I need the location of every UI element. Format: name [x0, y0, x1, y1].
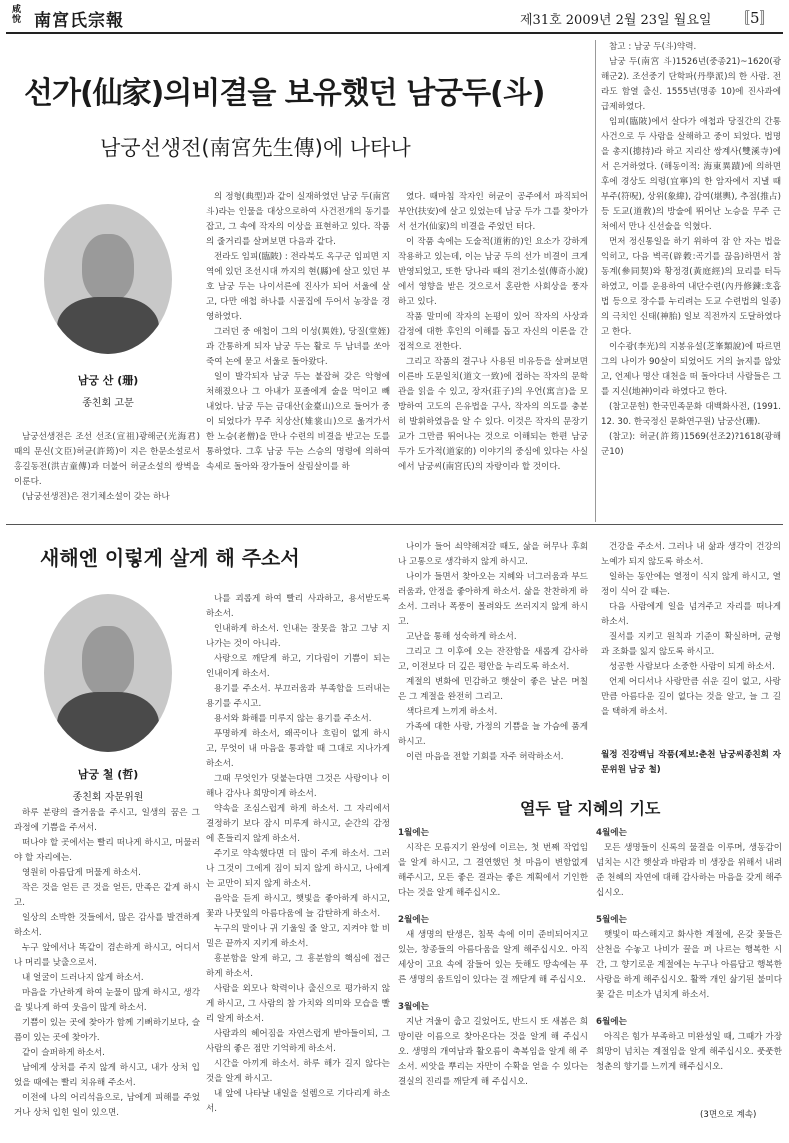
section-divider: [6, 524, 783, 525]
box-title: 열두 달 지혜의 기도: [520, 799, 661, 818]
month-heading: 6월에는: [596, 1017, 627, 1027]
paragraph: 누구 앞에서나 똑같이 겸손하게 하시고, 어디서나 머리를 낮출으로서.: [14, 943, 200, 968]
paragraph: 질서를 지키고 원칙과 기준이 확실하며, 균형과 조화를 잃지 않도록 하시고.: [601, 632, 781, 657]
article2-source: 월정 진강백님 작품(제보:춘천 남궁씨종친회 자문위원 남궁 철): [601, 750, 781, 775]
paragraph: 언제 어디서나 사랑만큼 쉬운 길이 없고, 사랑만큼 아름다운 길이 없다는 것을 알고, 늘 그 길을 택하게 하소서.: [601, 677, 781, 717]
author1-name: 남궁 산 (珊): [77, 374, 139, 387]
paragraph: 그리고 작품의 결구나 사용된 비유등을 살펴보면 이른바 도문일치(道文一致)에 접하는 작자의 문학관을 읽을 수 있고, 장자(莊子)의 우언(寓言)을 모방하여 고도의 은유법을 구사, 작자의 의도를 충분히 발휘하였음을 알 수 있다. 이것은 작자의 문장기교가 그만큼 뛰어나는 것으로 이해되는 한편 남궁 두가 도가적(道家的) 이야기의 중심에 있다는 사실에서 남궁씨(南宮氏)의 자랑이라 할 것이다.: [398, 357, 588, 472]
paragraph: 음악을 듣게 하시고, 햇빛을 좋아하게 하시고, 꽃과 나뭇잎의 아름다움에 늘 감탄하게 하소서.: [206, 894, 390, 919]
paragraph: 나이가 들어 쇠약해져갈 때도, 삶을 허무나 후회나 고통으로 생각하지 않게 하시고.: [398, 542, 588, 567]
paragraph: 작은 것을 얻든 큰 것을 얻든, 만족은 같게 하시고.: [14, 883, 200, 908]
paragraph: 같이 슬퍼하게 하소서.: [22, 1048, 105, 1058]
article1-headline: 선가(仙家)의비결을 보유했던 남궁두(斗): [24, 76, 545, 111]
paragraph: 하루 분량의 즐거움을 주시고, 일생의 꿈은 그 과정에 기쁨을 주셔서.: [14, 808, 200, 833]
month-text: 아직은 힘가 부족하고 미완성일 때, 그때가 가장 희망이 넘치는 계절임을 알게 해주십시오. 풋풋한 청춘의 향기를 느끼게 해주십시오.: [596, 1032, 782, 1072]
paragraph: 나를 괴롭게 하여 빨리 사과하고, 용서받도록 하소서.: [206, 594, 390, 619]
masthead-title: 南宮氏宗報: [34, 11, 124, 31]
paragraph: 가족에 대한 사랑, 가정의 기쁨을 늘 가슴에 품게 하시고.: [398, 722, 588, 747]
paragraph: 먼저 정신통일을 하기 위하여 잠 안 자는 법을 익히고, 다음 벽곡(辟穀:곡기를 끊음)하면서 참동계(參同契)와 황정경(黃庭經)의 묘리를 터득하였고, 이를 운용하여 내단수련(內丹修鍊:호흡법 등으로 장수를 누리려는 도교 수련법의 일종)의 극치인 신태(神胎) 일보 직전까지 도달하였다고 한다.: [601, 237, 781, 337]
month-text: 햇빛이 따스해지고 화사한 계절에, 온갖 꽃들은 산천을 수놓고 나비가 꿀을 펴 나르는 행복한 시간, 그 향기로운 계절에는 누구나 아름답고 행복한 사랑을 하게 해주십시오. 활짝 개인 삶기된 불미다 꽃 같은 미소가 넘치게 하소서.: [596, 930, 782, 1000]
paragraph: (참고문헌) 한국민족문화 대백화사전, (1991. 12. 30. 한국정신 문화연구원) 남궁산(珊).: [601, 402, 781, 427]
author-photo-2: [44, 594, 172, 752]
column-divider: [595, 40, 596, 522]
article1-column-3: [398, 190, 588, 520]
paragraph: 색다르게 느끼게 하소서.: [406, 707, 498, 717]
month-heading: 5월에는: [596, 915, 627, 925]
article1-column-4: [601, 40, 781, 520]
paragraph: 영원히 아름답게 머물게 하소서.: [22, 868, 141, 878]
paragraph: 참고 : 남궁 두(斗)약력.: [609, 42, 697, 52]
paragraph: 푸명하게 하소서, 왜곡이나 흐림이 없게 하시고, 무엇이 내 마음을 통과할 때 그대로 지나가게 하소서.: [206, 729, 390, 769]
paragraph: 남궁선생전은 조선 선조(宣祖)광해군(光海君)때의 문신(文臣)허균(許筠)이 지은 한문소설로서 홍길동전(洪吉童傳)과 더불어 허균소설의 쌍벽을 이룬다.: [14, 432, 200, 487]
page-number: 〚5〛: [735, 9, 775, 27]
author2-name: 남궁 철 (哲): [77, 768, 139, 781]
month-heading: 1월에는: [398, 828, 429, 838]
paragraph: 임피(臨陂)에서 살다가 애첩과 당질간의 간통 사건으로 두 사람을 살해하고 중이 되었다. 법명을 총지(摠持)라 하고 지리산 쌍계사(雙溪寺)에서 은거하였다. (해동이적: 海東異蹟)에 의하면 후에 경상도 의령(宜寧)의 한 암자에서 지낼 때 부주(符呪), 상위(象緯), 감여(堪輿), 추점(推占)등 도교(道敎)의 방술에 뛰어난 노승을 무주 근처에서 만나 신선술을 익혔다.: [601, 117, 781, 232]
paragraph: 사랑으로 깨닫게 하고, 기다림이 기쁨이 되는 인내이게 하소서.: [206, 654, 390, 679]
month-heading: 2월에는: [398, 915, 429, 925]
paragraph: 계절의 변화에 민감하고 햇살이 좋은 날은 며칠은 그 계절을 완전히 그리고.: [398, 677, 588, 702]
paragraph: 내 얼굴이 드러나지 않게 하소서.: [22, 973, 144, 983]
paragraph: 내 앞에 나타날 내일을 설렘으로 기다리게 하소서.: [206, 1089, 390, 1114]
paragraph: 건강을 주소서. 그러나 내 삶과 생각이 건강의 노예가 되지 않도록 하소서.: [601, 542, 781, 567]
article2-column-4: [601, 540, 781, 780]
paragraph: 다음 사람에게 일을 넘겨주고 자리를 떠나게 하소서.: [601, 602, 781, 627]
masthead-small-label: 咸悅: [12, 5, 22, 25]
box-column-left: [398, 826, 588, 1126]
paragraph: (남궁선생전)은 전기체소설이 갖는 하나: [22, 492, 170, 502]
paragraph: 누구의 말이나 귀 기울일 줄 알고, 지켜야 할 비밀은 끝까지 지키게 하소서.: [206, 924, 390, 949]
paragraph: 그러던 중 애첩이 그의 이성(異姓), 당질(堂姪)과 간통하게 되자 남궁 두는 활로 두 남녀를 쏘아죽여 논에 묻고 서울로 돌아왔다.: [206, 327, 390, 367]
author-photo-1: [44, 204, 172, 354]
paragraph: 사람과의 헤어짐을 자연스럽게 받아들이되, 그 사람의 좋은 점만 기억하게 하소서.: [206, 1029, 390, 1054]
article1-column-1: [14, 430, 200, 520]
article2-column-3: [398, 540, 588, 780]
article2-column-2: [206, 592, 390, 1136]
paragraph: 이전에 나의 어리석음으로, 남에게 피해를 주었거나 상처 입힌 일이 있으면.: [14, 1093, 200, 1118]
paragraph: 사람을 외모나 학력이나 출신으로 평가하지 않게 하시고, 그 사람의 참 가치와 의미와 모습을 빨리 알게 하소서.: [206, 984, 390, 1024]
paragraph: 였다. 때마침 작자인 허균이 공주에서 파직되어 부안(扶安)에 살고 있었는데 남궁 두가 그를 찾아가서 선가(仙家)의 비결을 주었던 터다.: [398, 192, 588, 232]
paragraph: 떠나야 할 곳에서는 빨리 떠나게 하시고, 머물러야 할 자리에는.: [14, 838, 200, 863]
paragraph: 그리고 그 이후에 오는 잔잔함을 새롭게 감사하고, 이전보다 더 깊은 평안을 누리도록 하소서.: [398, 647, 588, 672]
paragraph: 그때 무엇인가 덧붙는다면 그것은 사랑이나 이해나 감사나 희망이게 하소서.: [206, 774, 390, 799]
paragraph: 마음을 가난하게 하여 눈물이 많게 하시고, 생각을 빛나게 하여 웃음이 많게 하소서.: [14, 988, 200, 1013]
paragraph: 인내하게 하소서. 인내는 잘못을 참고 그냥 지나가는 것이 아니라.: [206, 624, 390, 649]
article1-subhead: 남궁선생전(南宮先生傳)에 나타나: [100, 136, 411, 160]
author2-role: 종친회 자문위원: [72, 792, 144, 803]
paragraph: 일상의 소박한 것들에서, 많은 감사를 발견하게 하소서.: [14, 913, 200, 938]
paragraph: 일이 발각되자 남궁 두는 붙잡혀 갖은 악형에 처해졌으나 그 아내가 포졸에게 술을 먹이고 빼 내었다. 남궁 두는 금대산(金臺山)으로 들어가 중이 되었다가 무주 치상산(雉裳山)으로 옮겨가서 한 노승(老僧)을 만나 수련의 비결을 받고는 도를 통하였다. 그후 남궁 두는 스승의 명령에 의하여 속세로 돌아와 장가들어 살림살이를 하: [206, 372, 390, 472]
paragraph: 이 작품 속에는 도술적(道術的)인 요소가 강하게 작용하고 있는데, 이는 남궁 두의 선가 비결이 크게 반영되었고, 또한 당나라 때의 전기소설(傳奇小說)에서 영향을 받은 것으로서 혼란한 사회상을 풍자하고 있다.: [398, 237, 588, 307]
month-heading: 4월에는: [596, 828, 627, 838]
month-text: 지난 겨울이 춥고 길었어도, 반드시 또 새봄은 희망이란 이름으로 찾아온다는 것을 알게 해 주십시오. 생명의 개여남과 활오름이 축복임을 알게 해 주소서. 씨앗을 뿌리는 자만이 수확을 얻을 수 있다는 결실의 진리를 깨닫게 해 주십시오.: [398, 1017, 588, 1087]
paragraph: 기쁨이 있는 곳에 찾아가 함께 기뻐하기보다, 슬픔이 있는 곳에 찾아가.: [14, 1018, 200, 1043]
paragraph: 의 정형(典型)과 같이 실재하였던 남궁 두(南宮 斗)라는 인물을 대상으로하여 사건전개의 동기를 잡고, 그 속에 작자의 이상을 표현하고 있다. 작품의 줄거리를 살펴보면 다음과 같다.: [206, 192, 390, 247]
paragraph: 용기를 주소서. 부끄러움과 부족함을 드러내는 용기를 주시고.: [206, 684, 390, 709]
paragraph: 약속을 조심스럽게 하게 하소서. 그 자리에서 결정하기 보다 잠시 미루게 하시고, 순간의 감정에 흔들리지 않게 하소서.: [206, 804, 390, 844]
article2-column-1: [14, 806, 200, 1136]
paragraph: 이수광(李光)의 지봉유설(芝峯類說)에 따르면 그의 나이가 90살이 되었어도 거의 늙지를 않았고, 언제나 명산 대천을 떠 돌아다녀 사람들은 그를 지신(地神)이라 하였다고 한다.: [601, 342, 781, 397]
paragraph: 나이가 들면서 찾아오는 지혜와 너그러움과 부드러움과, 안정을 좋아하게 하소서. 삶을 찬찬하게 하소서. 그러나 폭풍이 몰려와도 쓰러지지 않게 하시고.: [398, 572, 588, 627]
paragraph: 시간을 아끼게 하소서. 하루 해가 길지 않다는 것을 알게 하시고.: [206, 1059, 390, 1084]
paragraph: 남궁 두(南宮 斗)1526년(중종21)~1620(광해군2). 조선중기 단학파(丹學派)의 한 사람. 전라도 함열 출신. 1555년(명종 10)에 진사과에 급제하였다.: [601, 57, 781, 112]
issue-date: 제31호 2009년 2월 23일 월요일: [520, 13, 712, 28]
article2-title: 새해엔 이렇게 살게 해 주소서: [40, 546, 300, 570]
author1-role: 종친회 고문: [82, 398, 134, 409]
paragraph: 전라도 임피(臨陂) : 전라북도 옥구군 임피면 지역에 있던 조선시대 까지의 현(縣)에 살고 있던 부호 남궁 두는 나이서른에 진사가 되어 서울에 살고, 다만 애첩 하나를 시골집에 두어서 농장을 경영하였다.: [206, 252, 390, 322]
article1-column-2: [206, 190, 390, 520]
month-text: 시작은 모름지기 완성에 이르는, 첫 번째 작업임을 알게 하시고, 그 결연했던 첫 마음이 변함없게 해주시고, 모든 좋은 결과는 좋은 계획에서 기인한다는 것을 알게 해주십시오.: [398, 843, 588, 898]
month-text: 모든 생명들이 신록의 물결을 이루며, 생동감이 넘치는 시간 햇살과 바람과 비 생장을 위해서 내려준 천혜의 자연에 대해 감사하는 마음을 갖게 해주십시오.: [596, 843, 782, 898]
paragraph: 용서와 화해를 미루지 않는 용기를 주소서.: [214, 714, 372, 724]
paragraph: (참고): 허균(許筠)1569(선조2)?1618(광해군10): [601, 432, 781, 457]
paragraph: 작품 말미에 작자의 논평이 있어 작자의 사상과 감정에 대한 후인의 이해를 돕고 자신의 이론을 간접적으로 전한다.: [398, 312, 588, 352]
month-heading: 3월에는: [398, 1002, 429, 1012]
paragraph: 흥분함을 알게 하고, 그 흥분함의 핵심에 접근하게 하소서.: [206, 954, 390, 979]
paragraph: 고난을 통해 성숙하게 하소서.: [406, 632, 517, 642]
box-column-right: [596, 826, 782, 1106]
month-text: 새 생명의 탄생은, 침묵 속에 이미 준비되어지고 있는, 창종들의 아름다움을 알게 해주십시오. 아직 세상이 고요 속에 잠들어 있는 듯해도 땅속에는 푸른 생명의 움트임이 있다는 걸 깨닫게 해 주십시오.: [398, 930, 588, 985]
continue-note: (3면으로 계속): [700, 1110, 757, 1120]
paragraph: 이런 마음을 전할 기회를 자주 허락하소서.: [406, 752, 564, 762]
paragraph: 남에게 상처를 주지 않게 하시고, 내가 상처 입었을 때에는 빨리 치유해 주소서.: [14, 1063, 200, 1088]
paragraph: 주기로 약속했다면 더 많이 주게 하소서. 그러나 그것이 그에게 짐이 되지 않게 하시고, 나에게는 교만이 되지 않게 하소서.: [206, 849, 390, 889]
paragraph: 일하는 동안에는 열정이 식지 않게 하시고, 열정이 식어 갈 때는.: [601, 572, 781, 597]
paragraph: 성공한 사람보다 소중한 사람이 되게 하소서.: [609, 662, 775, 672]
